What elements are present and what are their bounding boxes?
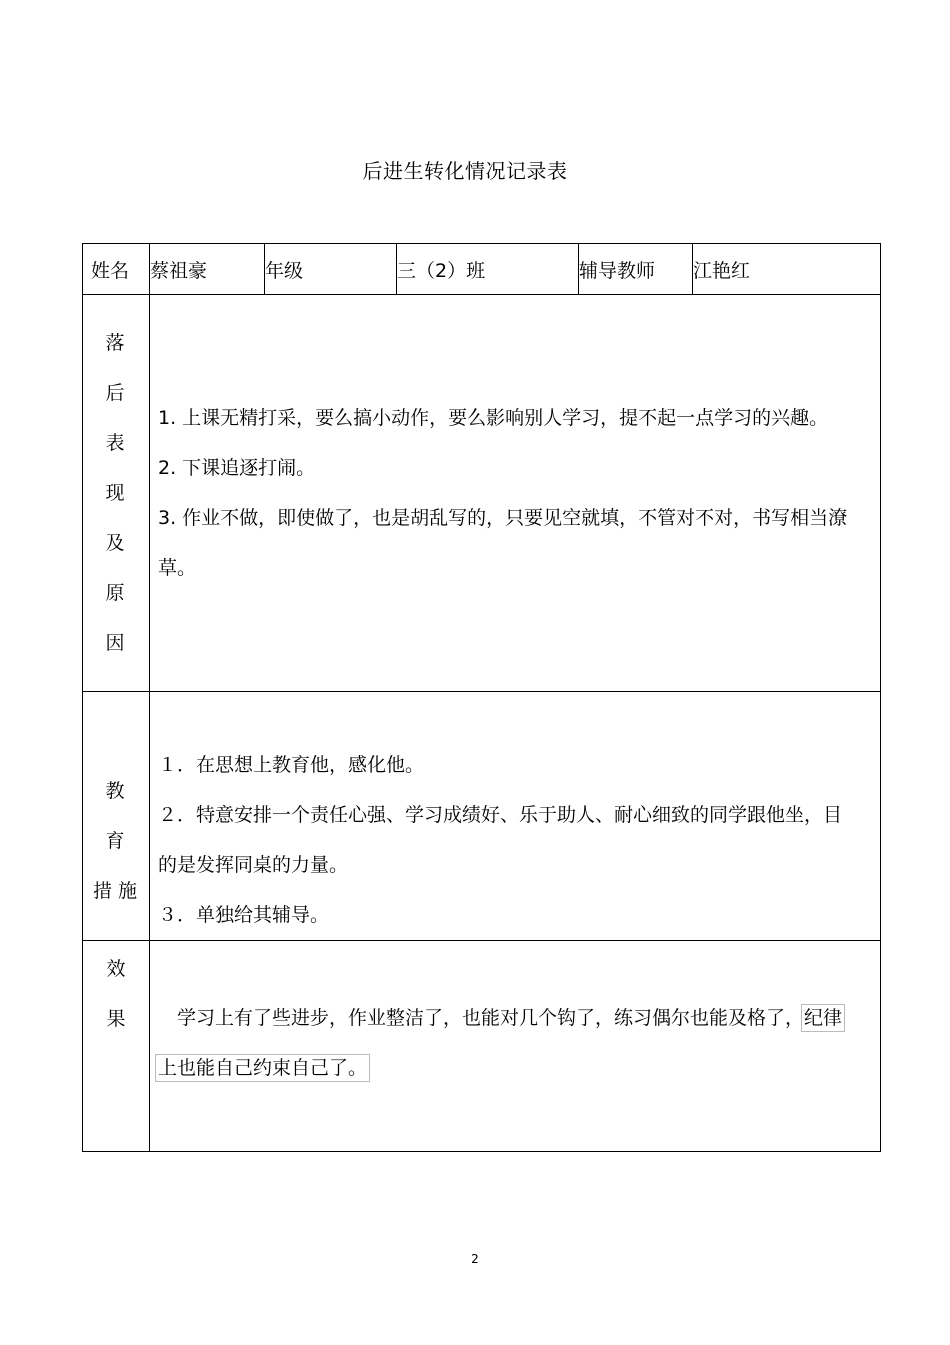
- measures-label-line: 措施: [92, 880, 143, 902]
- measures-content: [150, 692, 881, 941]
- effect-text: 学习上有了些进步，作业整洁了，也能对几个钩了，练习偶尔也能及格了，: [158, 1007, 805, 1029]
- grade-label: 年级: [265, 244, 397, 295]
- behavior-item: 3. 作业不做，即使做了，也是胡乱写的，只要见空就填，不管对不对，书写相当潦草。: [158, 507, 848, 579]
- page-number: 2: [471, 1252, 479, 1266]
- measures-item: ３．单独给其辅导。: [158, 904, 330, 926]
- behavior-label-line: 落 后: [105, 332, 131, 404]
- record-table: [82, 243, 881, 1152]
- effect-row: [83, 941, 881, 1152]
- grade-value: 三（2）班: [397, 244, 579, 295]
- page-title: 后进生转化情况记录表: [362, 159, 568, 183]
- behavior-label: [83, 295, 150, 692]
- effect-label: [83, 941, 150, 1152]
- teacher-value: 江艳红: [693, 244, 881, 295]
- effect-label-line: 果: [106, 1008, 126, 1030]
- header-row: [83, 244, 881, 295]
- measures-label-line: 教 育: [105, 780, 131, 852]
- behavior-label-line: 表 现: [105, 432, 131, 504]
- measures-item: ２．特意安排一个责任心强、学习成绩好、乐于助人、耐心细致的同学跟他坐，目的是发挥同桌的力量。: [158, 804, 843, 876]
- behavior-item: 1. 上课无精打采，要么搞小动作，要么影响别人学习，提不起一点学习的兴趣。: [158, 407, 829, 429]
- behavior-content: [150, 295, 881, 692]
- name-label: 姓名: [83, 244, 150, 295]
- effect-content: [150, 941, 881, 1152]
- behavior-item: 2. 下课追逐打闹。: [158, 457, 316, 479]
- name-value: 蔡祖豪: [150, 244, 265, 295]
- behavior-label-line: 因: [105, 632, 131, 654]
- behavior-row: [83, 295, 881, 692]
- teacher-label: 辅导教师: [579, 244, 693, 295]
- effect-text-highlight: 纪律上也能自己约束自己了。: [158, 1007, 843, 1079]
- effect-label-line: 效: [106, 958, 126, 980]
- measures-label: [83, 692, 150, 941]
- behavior-label-line: 及 原: [105, 532, 131, 604]
- measures-item: １．在思想上教育他，感化他。: [158, 754, 425, 776]
- measures-row: [83, 692, 881, 941]
